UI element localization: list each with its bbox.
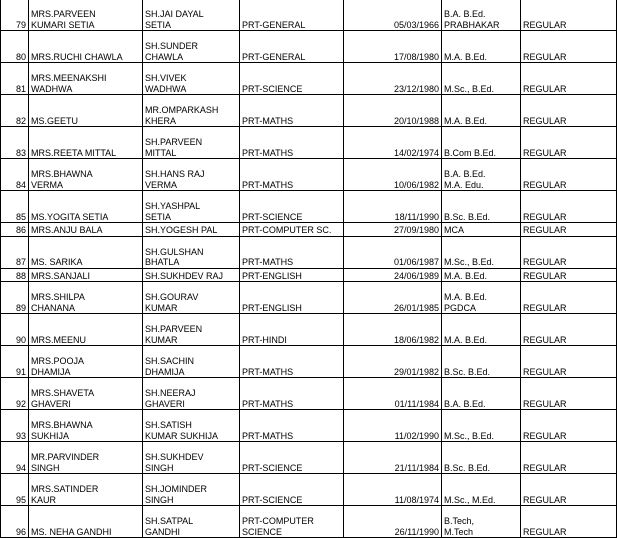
- status-cell: REGULAR: [521, 410, 617, 442]
- teacher-name-cell: [29, 474, 143, 506]
- post-cell: [240, 159, 344, 191]
- post-cell: [240, 63, 344, 95]
- qualification-cell-line: B.Sc. B.Ed.: [444, 211, 491, 222]
- father-name-cell: [143, 346, 240, 378]
- qualification-cell-line: M.A. B.Ed.: [444, 334, 488, 345]
- father-name-cell-line: SH.SUNDER: [145, 41, 199, 51]
- post-cell-line: PRT-MATHS: [242, 430, 294, 441]
- qualification-cell-line: M.A. B.Ed.: [444, 115, 488, 126]
- teacher-name-cell-line: MRS.SANJALI: [31, 270, 91, 281]
- serial-number-cell: 92: [1, 378, 29, 410]
- post-cell: [240, 191, 344, 223]
- father-name-cell: [143, 223, 240, 237]
- qualification-cell-line: B.Tech,: [444, 516, 475, 526]
- qualification-cell: [442, 378, 521, 410]
- teacher-name-cell-line: WADHWA: [31, 83, 73, 94]
- post-cell-line: PRT-SCIENCE: [242, 494, 303, 505]
- qualification-cell: [442, 95, 521, 127]
- date-of-birth-cell: 17/08/1980: [344, 31, 442, 63]
- teacher-name-cell: [29, 127, 143, 159]
- teacher-name-cell: [29, 223, 143, 237]
- post-cell-line: PRT-COMPUTER: [242, 516, 314, 526]
- date-of-birth-cell: 14/02/1974: [344, 127, 442, 159]
- father-name-cell-line: KHERA: [145, 115, 177, 126]
- post-cell: [240, 223, 344, 237]
- teacher-name-cell-line: MRS.SHILPA: [31, 292, 85, 302]
- post-cell: [240, 506, 344, 538]
- post-cell-line: PRT-MATHS: [242, 147, 294, 158]
- post-cell-line: PRT-SCIENCE: [242, 83, 303, 94]
- teacher-name-cell-line: CHANANA: [31, 302, 76, 313]
- qualification-cell: [442, 442, 521, 474]
- date-of-birth-cell: 11/08/1974: [344, 474, 442, 506]
- father-name-cell-line: KUMAR: [145, 334, 178, 345]
- serial-number-cell: 81: [1, 63, 29, 95]
- teacher-name-cell-line: MRS.SATINDER: [31, 484, 99, 494]
- serial-number-cell: 96: [1, 506, 29, 538]
- teacher-name-cell-line: MS.GEETU: [31, 115, 79, 126]
- father-name-cell-line: SINGH: [145, 494, 174, 505]
- qualification-cell-line: M.A. B.Ed.: [444, 270, 488, 281]
- table-row: [1, 268, 617, 282]
- status-cell: REGULAR: [521, 346, 617, 378]
- date-of-birth-cell: 29/01/1982: [344, 346, 442, 378]
- father-name-cell: [143, 474, 240, 506]
- date-of-birth-cell: 20/10/1988: [344, 95, 442, 127]
- father-name-cell: [143, 159, 240, 191]
- teacher-name-cell: [29, 63, 143, 95]
- post-cell-line: PRT-SCIENCE: [242, 211, 303, 222]
- post-cell-line: PRT-ENGLISH: [242, 270, 302, 281]
- father-name-cell-line: CHAWLA: [145, 51, 184, 62]
- table-row: [1, 506, 617, 538]
- teacher-name-cell: [29, 95, 143, 127]
- father-name-cell: [143, 127, 240, 159]
- teacher-name-cell: [29, 410, 143, 442]
- table-row: [1, 314, 617, 346]
- serial-number-cell: 89: [1, 282, 29, 314]
- status-cell: REGULAR: [521, 159, 617, 191]
- status-cell: REGULAR: [521, 191, 617, 223]
- father-name-cell: [143, 95, 240, 127]
- post-cell-line: PRT-MATHS: [242, 398, 294, 409]
- father-name-cell-line: KUMAR SUKHIJA: [145, 430, 219, 441]
- status-cell: REGULAR: [521, 63, 617, 95]
- qualification-cell: [442, 506, 521, 538]
- post-cell: [240, 346, 344, 378]
- status-cell: REGULAR: [521, 236, 617, 268]
- father-name-cell-line: SETIA: [145, 211, 172, 222]
- teacher-name-cell: [29, 442, 143, 474]
- status-cell: REGULAR: [521, 268, 617, 282]
- qualification-cell-line: M.A. Edu.: [444, 179, 484, 190]
- father-name-cell-line: KUMAR: [145, 302, 178, 313]
- qualification-cell-line: B.A. B.Ed.: [444, 398, 486, 409]
- table-row: [1, 95, 617, 127]
- father-name-cell: [143, 268, 240, 282]
- qualification-cell-line: M.Sc., B.Ed.: [444, 430, 495, 441]
- status-cell: REGULAR: [521, 282, 617, 314]
- table-row: [1, 236, 617, 268]
- post-cell-line: PRT-SCIENCE: [242, 462, 303, 473]
- qualification-cell-line: B.Sc. B.Ed.: [444, 366, 491, 377]
- qualification-cell-line: M.Sc., M.Ed.: [444, 494, 496, 505]
- teacher-name-cell: [29, 346, 143, 378]
- father-name-cell: [143, 191, 240, 223]
- status-cell: REGULAR: [521, 31, 617, 63]
- father-name-cell: [143, 63, 240, 95]
- father-name-cell-line: SH.JOMINDER: [145, 484, 208, 494]
- qualification-cell: [442, 191, 521, 223]
- teacher-name-cell-line: MRS.ANJU BALA: [31, 225, 103, 235]
- qualification-cell-line: M.A. B.Ed.: [444, 51, 488, 62]
- table-row: [1, 282, 617, 314]
- teacher-name-cell: [29, 0, 143, 31]
- status-cell: REGULAR: [521, 0, 617, 31]
- father-name-cell: [143, 282, 240, 314]
- post-cell: [240, 236, 344, 268]
- status-cell: REGULAR: [521, 506, 617, 538]
- father-name-cell-line: MR.OMPARKASH: [145, 105, 219, 115]
- serial-number-cell: 91: [1, 346, 29, 378]
- father-name-cell-line: SH.SACHIN: [145, 356, 195, 366]
- status-cell: REGULAR: [521, 442, 617, 474]
- post-cell: [240, 282, 344, 314]
- father-name-cell-line: SH.YASHPAL: [145, 201, 201, 211]
- post-cell: [240, 268, 344, 282]
- teacher-name-cell: [29, 236, 143, 268]
- post-cell: [240, 378, 344, 410]
- serial-number-cell: 82: [1, 95, 29, 127]
- qualification-cell: [442, 236, 521, 268]
- qualification-cell: [442, 346, 521, 378]
- father-name-cell-line: SH.SUKHDEV: [145, 452, 204, 462]
- table-row: [1, 127, 617, 159]
- father-name-cell: [143, 378, 240, 410]
- qualification-cell: [442, 63, 521, 95]
- teacher-name-cell-line: SINGH: [31, 462, 60, 473]
- table-row: [1, 223, 617, 237]
- table-row: [1, 159, 617, 191]
- qualification-cell-line: B.Sc. B.Ed.: [444, 462, 491, 473]
- status-cell: REGULAR: [521, 474, 617, 506]
- post-cell-line: PRT-COMPUTER SC.: [242, 225, 332, 235]
- qualification-cell-line: M.Sc., B.Ed.: [444, 257, 495, 267]
- teacher-name-cell-line: MRS.BHAWNA: [31, 169, 93, 179]
- qualification-cell-line: M.Sc., B.Ed.: [444, 83, 495, 94]
- table-row: [1, 63, 617, 95]
- teacher-name-cell-line: KUMARI SETIA: [31, 19, 95, 30]
- teacher-name-cell-line: MRS.MEENAKSHI: [31, 73, 107, 83]
- teacher-name-cell-line: MRS.MEENU: [31, 334, 87, 345]
- teacher-name-cell: [29, 378, 143, 410]
- teacher-name-cell: [29, 159, 143, 191]
- teacher-name-cell-line: MS. SARIKA: [31, 257, 83, 267]
- father-name-cell: [143, 410, 240, 442]
- date-of-birth-cell: 18/06/1982: [344, 314, 442, 346]
- teacher-name-cell-line: MR.PARVINDER: [31, 452, 100, 462]
- qualification-cell-line: B.Com B.Ed.: [444, 147, 497, 158]
- father-name-cell-line: GHAVERI: [145, 398, 185, 409]
- father-name-cell-line: SH.PARVEEN: [145, 137, 203, 147]
- serial-number-cell: 88: [1, 268, 29, 282]
- post-cell: [240, 95, 344, 127]
- post-cell-line: PRT-MATHS: [242, 179, 294, 190]
- post-cell-line: PRT-GENERAL: [242, 51, 306, 62]
- date-of-birth-cell: 26/11/1990: [344, 506, 442, 538]
- father-name-cell: [143, 0, 240, 31]
- father-name-cell-line: MITTAL: [145, 147, 177, 158]
- date-of-birth-cell: 10/06/1982: [344, 159, 442, 191]
- status-cell: REGULAR: [521, 378, 617, 410]
- qualification-cell-line: M.A. B.Ed.: [444, 292, 488, 302]
- father-name-cell-line: SH.SUKHDEV RAJ: [145, 270, 224, 281]
- status-cell: REGULAR: [521, 223, 617, 237]
- qualification-cell: [442, 410, 521, 442]
- post-cell: [240, 474, 344, 506]
- father-name-cell: [143, 31, 240, 63]
- date-of-birth-cell: 23/12/1980: [344, 63, 442, 95]
- father-name-cell: [143, 442, 240, 474]
- serial-number-cell: 93: [1, 410, 29, 442]
- table-row: [1, 0, 617, 31]
- date-of-birth-cell: 21/11/1984: [344, 442, 442, 474]
- father-name-cell-line: SINGH: [145, 462, 174, 473]
- teacher-name-cell-line: VERMA: [31, 179, 64, 190]
- serial-number-cell: 79: [1, 0, 29, 31]
- table-row: [1, 346, 617, 378]
- father-name-cell-line: SH.NEERAJ: [145, 388, 196, 398]
- serial-number-cell: 84: [1, 159, 29, 191]
- qualification-cell-line: B.A. B.Ed.: [444, 169, 486, 179]
- table-row: [1, 442, 617, 474]
- post-cell-line: PRT-HINDI: [242, 334, 287, 345]
- father-name-cell-line: DHAMIJA: [145, 366, 185, 377]
- qualification-cell: [442, 159, 521, 191]
- father-name-cell-line: SH.VIVEK: [145, 73, 187, 83]
- serial-number-cell: 95: [1, 474, 29, 506]
- father-name-cell-line: SH.SATPAL: [145, 516, 194, 526]
- post-cell-line: SCIENCE: [242, 526, 283, 537]
- teacher-name-cell-line: MRS.SHAVETA: [31, 388, 95, 398]
- status-cell: REGULAR: [521, 127, 617, 159]
- teacher-name-cell: [29, 31, 143, 63]
- serial-number-cell: 83: [1, 127, 29, 159]
- post-cell-line: PRT-MATHS: [242, 257, 294, 267]
- father-name-cell-line: BHATLA: [145, 257, 180, 267]
- qualification-cell-line: M.Tech: [444, 526, 474, 537]
- date-of-birth-cell: 01/11/1984: [344, 378, 442, 410]
- date-of-birth-cell: 27/09/1980: [344, 223, 442, 237]
- qualification-cell: [442, 0, 521, 31]
- teacher-name-cell-line: MS.YOGITA SETIA: [31, 211, 109, 222]
- father-name-cell-line: SH.PARVEEN: [145, 324, 203, 334]
- teacher-name-cell-line: MRS.RUCHI CHAWLA: [31, 51, 123, 62]
- table-row: [1, 378, 617, 410]
- qualification-cell: [442, 31, 521, 63]
- post-cell: [240, 0, 344, 31]
- post-cell-line: PRT-ENGLISH: [242, 302, 302, 313]
- qualification-cell: [442, 314, 521, 346]
- teacher-name-cell-line: GHAVERI: [31, 398, 71, 409]
- teacher-name-cell-line: MS. NEHA GANDHI: [31, 526, 112, 537]
- post-cell-line: PRT-MATHS: [242, 115, 294, 126]
- serial-number-cell: 90: [1, 314, 29, 346]
- father-name-cell-line: VERMA: [145, 179, 178, 190]
- qualification-cell: [442, 282, 521, 314]
- teacher-name-cell: [29, 191, 143, 223]
- table-row: [1, 31, 617, 63]
- father-name-cell: [143, 314, 240, 346]
- qualification-cell: [442, 127, 521, 159]
- father-name-cell-line: SH.JAI DAYAL: [145, 9, 204, 19]
- teacher-name-cell-line: MRS.PARVEEN: [31, 9, 96, 19]
- father-name-cell-line: SETIA: [145, 19, 172, 30]
- staff-table-body: [1, 0, 617, 538]
- post-cell: [240, 127, 344, 159]
- post-cell: [240, 442, 344, 474]
- table-row: [1, 410, 617, 442]
- qualification-cell: [442, 474, 521, 506]
- father-name-cell-line: SH.GOURAV: [145, 292, 199, 302]
- date-of-birth-cell: 05/03/1966: [344, 0, 442, 31]
- teacher-name-cell-line: KAUR: [31, 494, 57, 505]
- teacher-name-cell: [29, 314, 143, 346]
- status-cell: REGULAR: [521, 314, 617, 346]
- father-name-cell-line: SH.SATISH: [145, 420, 192, 430]
- serial-number-cell: 94: [1, 442, 29, 474]
- father-name-cell-line: GANDHI: [145, 526, 181, 537]
- teacher-name-cell-line: MRS.BHAWNA: [31, 420, 93, 430]
- father-name-cell-line: WADHWA: [145, 83, 187, 94]
- teacher-name-cell-line: MRS.REETA MITTAL: [31, 147, 117, 158]
- post-cell: [240, 314, 344, 346]
- date-of-birth-cell: 01/06/1987: [344, 236, 442, 268]
- qualification-cell-line: B.A. B.Ed.: [444, 9, 486, 19]
- post-cell-line: PRT-MATHS: [242, 366, 294, 377]
- father-name-cell-line: SH.HANS RAJ: [145, 169, 205, 179]
- qualification-cell: [442, 268, 521, 282]
- serial-number-cell: 86: [1, 223, 29, 237]
- father-name-cell-line: SH.GULSHAN: [145, 246, 204, 257]
- teacher-name-cell: [29, 506, 143, 538]
- date-of-birth-cell: 26/01/1985: [344, 282, 442, 314]
- post-cell: [240, 410, 344, 442]
- date-of-birth-cell: 11/02/1990: [344, 410, 442, 442]
- teacher-name-cell-line: SUKHIJA: [31, 430, 70, 441]
- teacher-name-cell-line: MRS.POOJA: [31, 356, 85, 366]
- serial-number-cell: 85: [1, 191, 29, 223]
- post-cell: [240, 31, 344, 63]
- table-row: [1, 191, 617, 223]
- serial-number-cell: 80: [1, 31, 29, 63]
- teacher-name-cell: [29, 268, 143, 282]
- serial-number-cell: 87: [1, 236, 29, 268]
- table-row: [1, 474, 617, 506]
- teacher-name-cell: [29, 282, 143, 314]
- qualification-cell: [442, 223, 521, 237]
- qualification-cell-line: PGDCA: [444, 302, 477, 313]
- qualification-cell-line: MCA: [444, 225, 464, 235]
- status-cell: REGULAR: [521, 95, 617, 127]
- teacher-name-cell-line: DHAMIJA: [31, 366, 71, 377]
- date-of-birth-cell: 24/06/1989: [344, 268, 442, 282]
- father-name-cell: [143, 506, 240, 538]
- post-cell-line: PRT-GENERAL: [242, 19, 306, 30]
- date-of-birth-cell: 18/11/1990: [344, 191, 442, 223]
- father-name-cell: [143, 236, 240, 268]
- qualification-cell-line: PRABHAKAR: [444, 19, 500, 30]
- father-name-cell-line: SH.YOGESH PAL: [145, 225, 218, 235]
